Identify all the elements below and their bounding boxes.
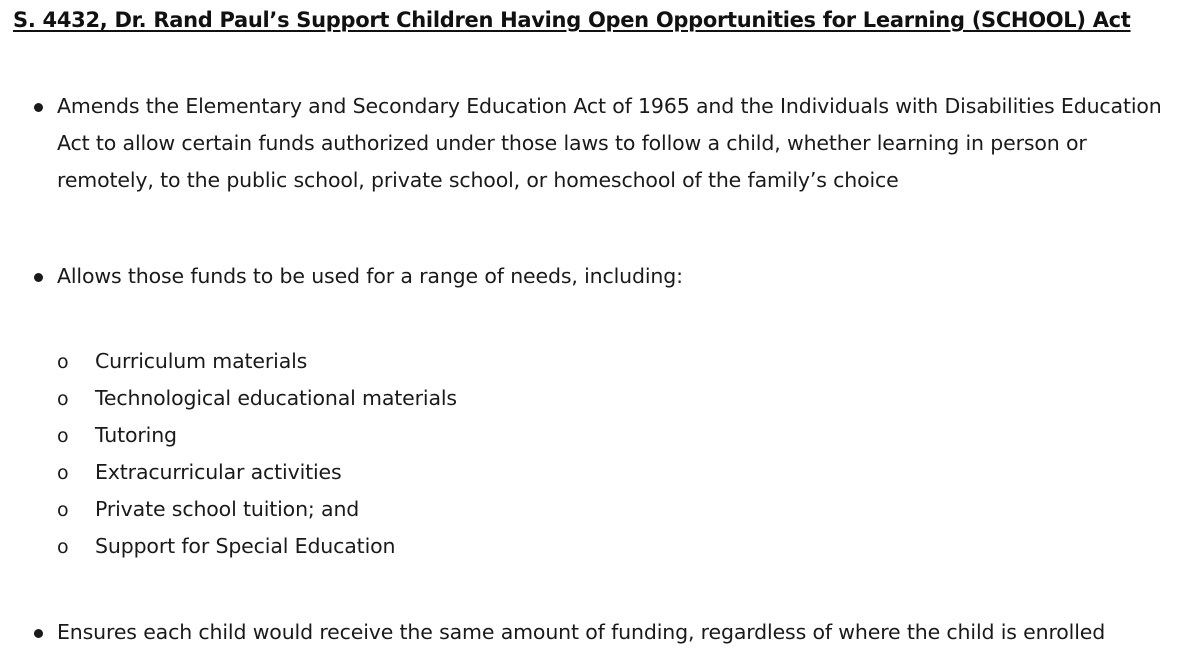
sub-item-text: Private school tuition; and <box>95 497 360 521</box>
sub-item-text: Support for Special Education <box>95 534 396 558</box>
bullet-text: Ensures each child would receive the same amount of funding, regardless of where the child is enrolled <box>57 620 1106 644</box>
sub-item-text: Extracurricular activities <box>95 460 342 484</box>
bullet-text: Amends the Elementary and Secondary Education Act of 1965 and the Individuals with Disabilities Education Act to allow certain funds authorized under those laws to follow a child, whether learning in person or remotely, to the public school, private school, or homeschool of the family’s choice <box>57 94 1162 192</box>
sub-item-text: Curriculum materials <box>95 349 308 373</box>
sub-list-item <box>57 528 457 565</box>
bullet-dot-icon <box>34 629 43 638</box>
sub-bullet-marker: o <box>57 462 69 484</box>
bullet-text: Allows those funds to be used for a range of needs, including: <box>57 264 683 288</box>
sub-bullet-marker: o <box>57 499 69 521</box>
sub-list-item <box>57 343 457 380</box>
sub-list-item <box>57 380 457 417</box>
sub-list-item <box>57 491 457 528</box>
sub-bullet-marker: o <box>57 425 69 447</box>
sub-bullet-marker: o <box>57 388 69 410</box>
sub-item-text: Tutoring <box>95 423 177 447</box>
bullet-item <box>34 88 1174 199</box>
bullet-dot-icon <box>34 273 43 282</box>
sub-list-item <box>57 454 457 491</box>
sub-list <box>57 343 457 565</box>
sub-bullet-marker: o <box>57 536 69 558</box>
bullet-dot-icon <box>34 103 43 112</box>
bullet-item <box>34 614 1194 651</box>
sub-list-item <box>57 417 457 454</box>
bullet-item <box>34 258 1174 295</box>
sub-item-text: Technological educational materials <box>95 386 457 410</box>
sub-bullet-marker: o <box>57 351 69 373</box>
document-title: S. 4432, Dr. Rand Paul’s Support Children Having Open Opportunities for Learning (SCHOOL) Act <box>13 8 1131 32</box>
